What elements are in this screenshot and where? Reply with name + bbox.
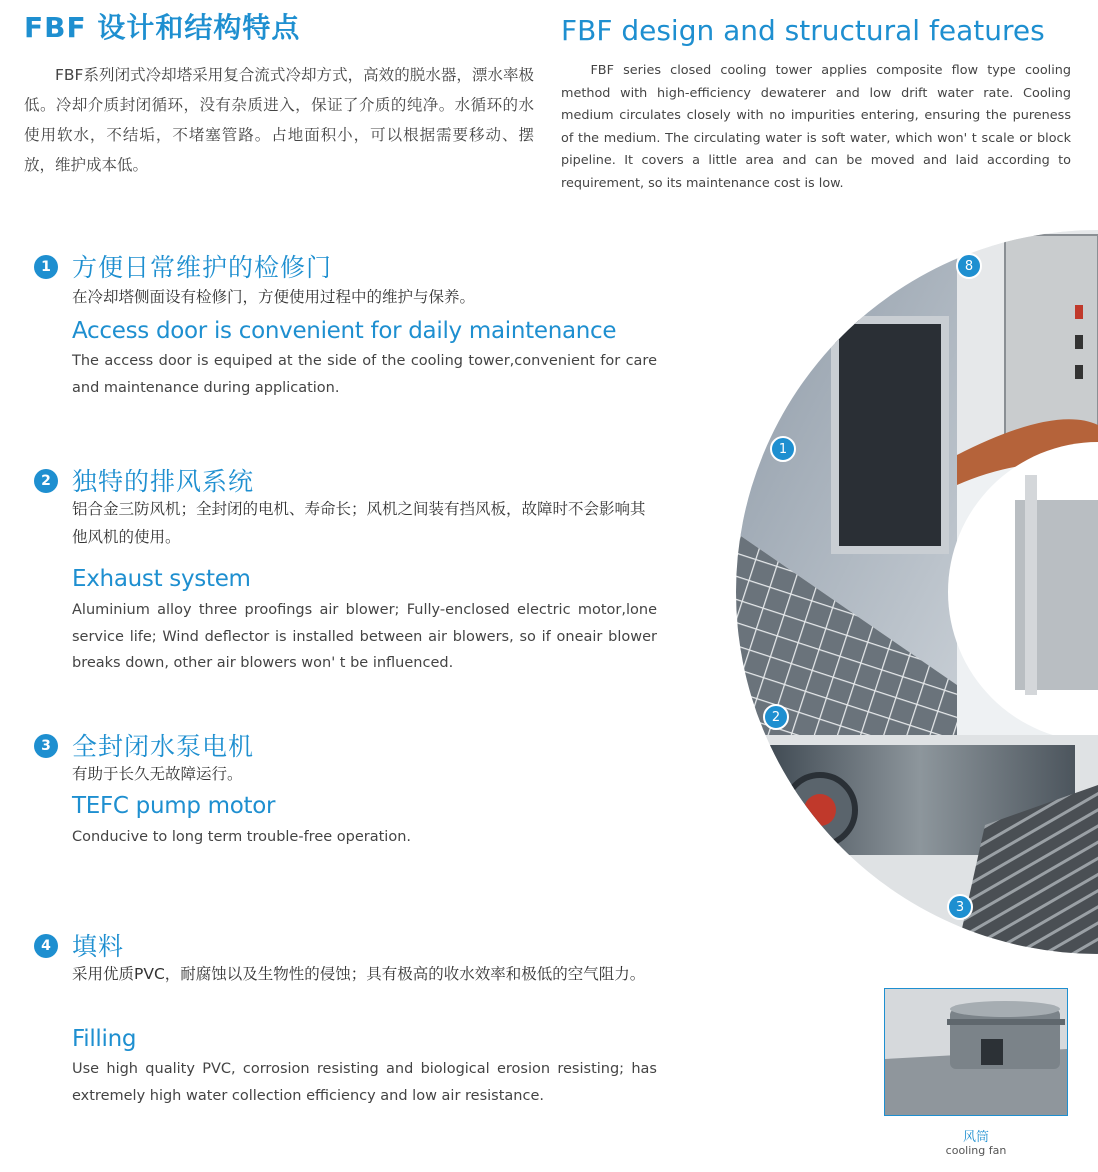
photo-number-badge: 2 [763,704,789,730]
feature-desc-cn: 采用优质PVC，耐腐蚀以及生物性的侵蚀；具有极高的收水效率和极低的空气阻力。 [72,965,646,983]
cooling-fan-photo [884,988,1068,1116]
feature-desc-cn: 在冷却塔侧面设有检修门，方便使用过程中的维护与保养。 [72,288,476,306]
feature-title-en: Access door is convenient for daily maintenance [72,318,617,344]
feature-3 [34,727,664,857]
feature-number-badge: 4 [34,934,58,958]
feature-title-cn: 填料 [72,932,125,961]
feature-title-cn: 全封闭水泵电机 [72,732,255,761]
cooling-fan-caption-cn: 风筒 [962,1130,989,1145]
collage-image [725,225,1098,960]
intro-paragraph-cn: FBF系列闭式冷却塔采用复合流式冷却方式，高效的脱水器，漂水率极低。冷却介质封闭循环，没有杂质进入，保证了介质的纯净。水循环的水使用软水，不结垢，不堵塞管路。占地面积小，可以根据需要移动、摆放，维护成本低。 [24,66,534,174]
feature-desc-cn: 铝合金三防风机；全封闭的电机、寿命长；风机之间装有挡风板，故障时不会影响其他风机的使用。 [72,500,646,546]
photo-number-badge: 1 [770,436,796,462]
feature-title-en: TEFC pump motor [72,793,276,819]
feature-2 [34,462,664,682]
feature-title-en: Filling [72,1026,137,1052]
feature-desc-en: Conducive to long term trouble-free operation. [72,829,412,845]
feature-title-cn: 独特的排风系统 [72,467,255,496]
product-photo-collage [725,225,1098,960]
feature-title-en: Exhaust system [72,566,251,592]
feature-1 [34,248,664,418]
feature-desc-en: Aluminium alloy three proofings air blower; Fully-enclosed electric motor,lone service life; Wind deflector is installed between air blowers, so if oneair blower breaks down, other air blowers won' t be influenced. [72,602,657,671]
feature-desc-en: The access door is equiped at the side of the cooling tower,convenient for care and maintenance during application. [72,353,657,396]
feature-number-badge: 2 [34,469,58,493]
feature-number-badge: 1 [34,255,58,279]
page-title-en: FBF design and structural features [561,14,1045,47]
feature-number-badge: 3 [34,734,58,758]
feature-desc-en: Use high quality PVC, corrosion resisting and biological erosion resisting; has extremely high water collection efficiency and low air resistance. [72,1061,657,1104]
page-title-cn: FBF 设计和结构特点 [24,11,301,44]
feature-4 [34,927,664,1117]
photo-number-badge: 8 [956,253,982,279]
feature-title-cn: 方便日常维护的检修门 [72,253,333,282]
cooling-fan-caption-en: cooling fan [945,1144,1007,1157]
feature-desc-cn: 有助于长久无故障运行。 [72,765,243,783]
intro-paragraph-en: FBF series closed cooling tower applies composite flow type cooling method with high-efficiency dewaterer and low drift water rate. Cooling medium circulates closely with no impurities entering, ensuring the pureness of the medium. The circulating water is soft water, which won' t scale or block pipeline. It covers a little area and can be moved and laid according to requirement, so its maintenance cost is low. [561,63,1071,191]
cooling-fan-image [885,989,1067,1115]
photo-number-badge: 3 [947,894,973,920]
